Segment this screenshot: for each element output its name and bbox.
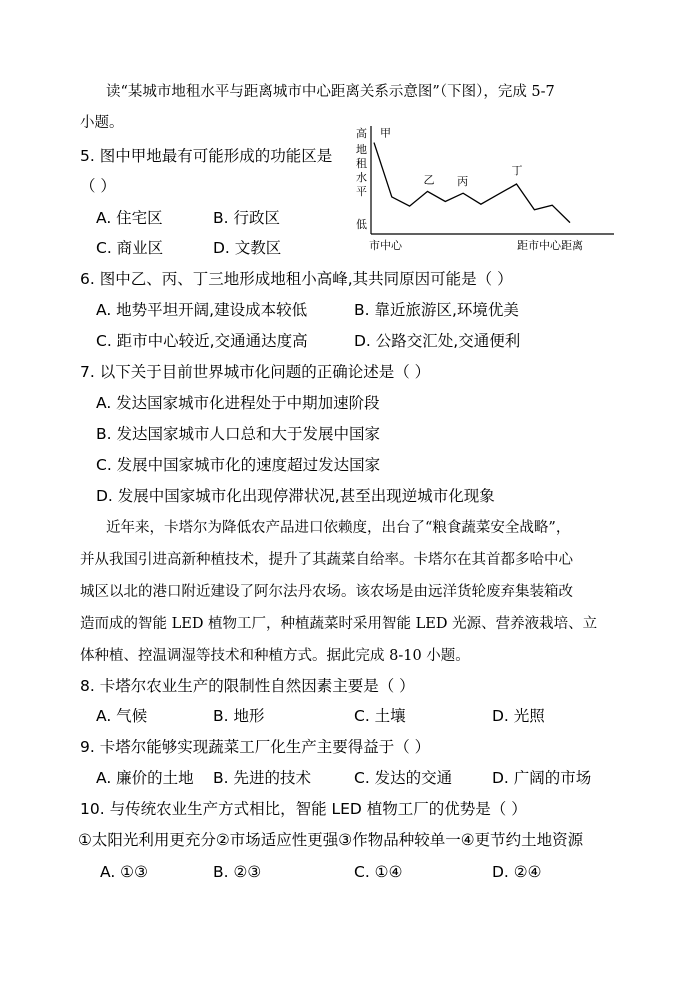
q10-option-b: B. ②③	[213, 863, 262, 881]
y-axis-label-char: 平	[356, 185, 367, 198]
q7-option-d: D. 发展中国家城市化出现停滞状况,甚至出现逆城市化现象	[96, 487, 495, 505]
q5-option-c: C. 商业区	[96, 239, 164, 257]
q8-stem: 8. 卡塔尔农业生产的限制性自然因素主要是（ ）	[80, 677, 415, 695]
q6-option-d: D. 公路交汇处,交通便利	[354, 332, 521, 350]
y-axis-label-char: 水	[356, 171, 367, 184]
x-axis-label-left: 市中心	[369, 239, 402, 252]
q6-option-b: B. 靠近旅游区,环境优美	[354, 301, 519, 319]
annotation-label: 乙	[423, 173, 435, 187]
y-axis-label-char: 高	[356, 127, 367, 140]
intro2-line2: 并从我国引进高新种植技术，提升了其蔬菜自给率。卡塔尔在其首都多哈中心	[80, 552, 573, 568]
q10-option-c: C. ①④	[354, 863, 403, 881]
q6-option-c: C. 距市中心较近,交通通达度高	[96, 332, 308, 350]
q5-option-d: D. 文教区	[213, 239, 282, 257]
intro1-line1: 读“某城市地租水平与距离城市中心距离关系示意图”（下图），完成 5-7	[106, 84, 555, 100]
q7-option-c: C. 发展中国家城市化的速度超过发达国家	[96, 456, 381, 474]
q9-option-d: D. 广阔的市场	[492, 769, 592, 787]
annotation-label: 甲	[380, 126, 391, 140]
q10-option-a: A. ①③	[100, 863, 148, 881]
y-axis-label	[356, 126, 367, 231]
annotation-label: 丁	[511, 164, 523, 177]
q9-stem: 9. 卡塔尔能够实现蔬菜工厂化生产主要得益于（ ）	[80, 738, 431, 756]
land-rent-chart	[352, 118, 622, 258]
q8-option-d: D. 光照	[492, 707, 545, 725]
q9-option-b: B. 先进的技术	[213, 769, 311, 787]
intro2-line4: 造而成的智能 LED 植物工厂，种植蔬菜时采用智能 LED 光源、营养液栽培、立	[80, 616, 598, 632]
y-axis-label-char: 地	[356, 143, 367, 156]
q8-option-a: A. 气候	[96, 707, 148, 725]
q10-items: ①太阳光利用更充分②市场适应性更强③作物品种较单一④更节约土地资源	[78, 831, 584, 849]
annotation-label: 丙	[457, 175, 469, 189]
y-axis-label-char: 租	[356, 157, 367, 170]
intro2-line5: 体种植、控温调湿等技术和种植方式。据此完成 8-10 小题。	[80, 648, 470, 664]
q5-option-b: B. 行政区	[213, 209, 280, 227]
y-axis-label-char: 低	[356, 218, 367, 231]
rent-curve	[374, 143, 570, 223]
q6-option-a: A. 地势平坦开阔,建设成本较低	[96, 301, 308, 319]
q9-option-a: A. 廉价的土地	[96, 769, 194, 787]
q10-stem: 10. 与传统农业生产方式相比，智能 LED 植物工厂的优势是（ ）	[80, 800, 527, 818]
intro2-line3: 城区以北的港口附近建设了阿尔法丹农场。该农场是由远洋货轮废弃集装箱改	[80, 584, 573, 600]
q5-stem-bracket: （ ）	[80, 177, 116, 195]
q7-option-b: B. 发达国家城市人口总和大于发展中国家	[96, 425, 380, 443]
q10-option-d: D. ②④	[492, 863, 542, 881]
x-axis-label-right: 距市中心距离	[517, 239, 583, 252]
q7-stem: 7. 以下关于目前世界城市化问题的正确论述是（ ）	[80, 363, 431, 381]
intro2-line1: 近年来，卡塔尔为降低农产品进口依赖度，出台了“粮食蔬菜安全战略”，	[106, 520, 571, 536]
q7-option-a: A. 发达国家城市化进程处于中期加速阶段	[96, 394, 380, 412]
q8-option-c: C. 土壤	[354, 707, 406, 725]
q8-option-b: B. 地形	[213, 707, 265, 725]
q5-option-a: A. 住宅区	[96, 209, 163, 227]
q9-option-c: C. 发达的交通	[354, 769, 453, 787]
intro1-line2: 小题。	[80, 115, 124, 131]
q5-stem: 5. 图中甲地最有可能形成的功能区是	[80, 147, 333, 165]
q6-stem: 6. 图中乙、丙、丁三地形成地租小高峰,其共同原因可能是（ ）	[80, 270, 513, 288]
